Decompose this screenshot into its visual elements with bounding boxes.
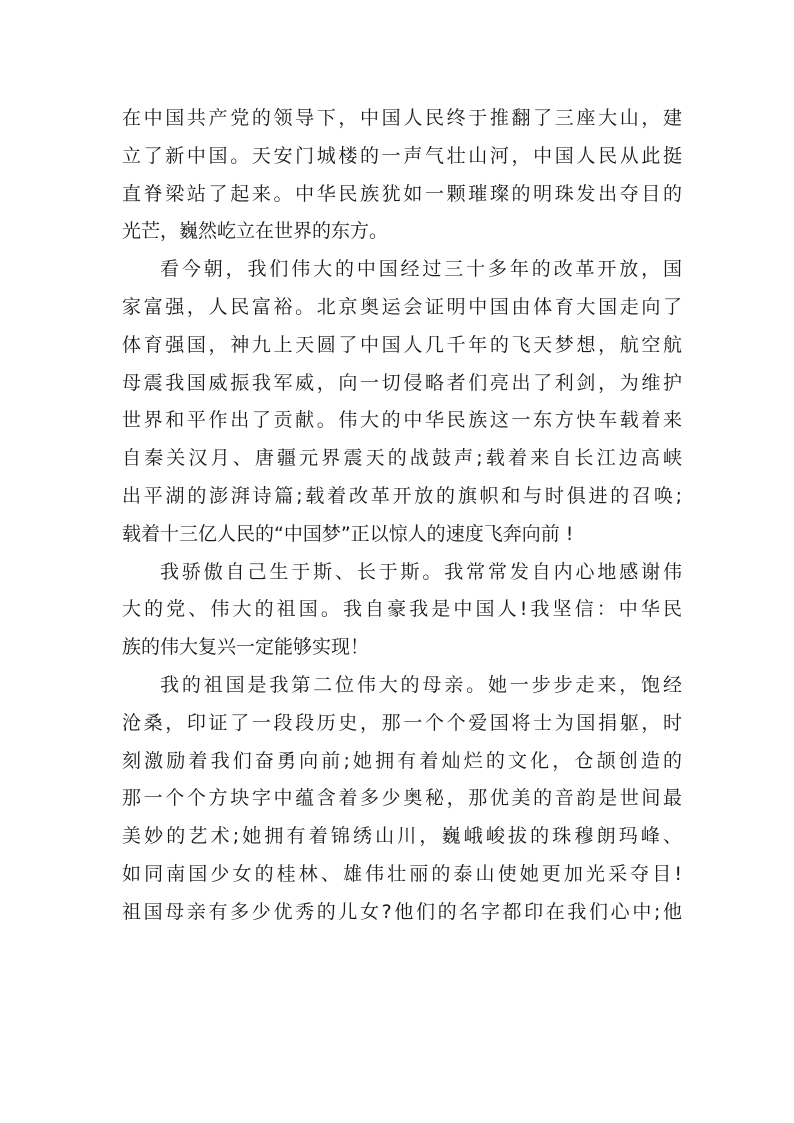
text-line: 美妙的艺术;她拥有着锦绣山川，巍峨峻拔的珠穆朗玛峰、 (122, 825, 682, 848)
text-line: 立了新中国。天安门城楼的一声气壮山河，中国人民从此挺 (122, 144, 682, 167)
text-line: 母震我国威振我军威，向一切侵略者们亮出了利剑，为维护 (122, 371, 682, 394)
text-line: 沧桑，印证了一段段历史，那一个个爱国将士为国捐躯，时 (122, 711, 682, 734)
text-line: 族的伟大复兴一定能够实现！ (122, 636, 370, 659)
text-line: 那一个个方块字中蕴含着多少奥秘，那优美的音韵是世间最 (122, 787, 682, 810)
text-line: 如同南国少女的桂林、雄伟壮丽的泰山使她更加光采夺目! (122, 862, 682, 885)
text-line: 自秦关汉月、唐疆元界震天的战鼓声;载着来自长江边高峡 (122, 447, 682, 470)
text-line: 体育强国，神九上天圆了中国人几千年的飞天梦想，航空航 (122, 333, 682, 356)
paragraph-first-line: 我的祖国是我第二位伟大的母亲。她一步步走来，饱经 (160, 673, 682, 696)
text-line: 刻激励着我们奋勇向前;她拥有着灿烂的文化，仓颉创造的 (122, 749, 682, 772)
text-line: 光芒，巍然屹立在世界的东方。 (122, 220, 389, 243)
text-line: 大的党、伟大的祖国。我自豪我是中国人!我坚信：中华民 (122, 598, 682, 621)
text-line: 祖国母亲有多少优秀的儿女?他们的名字都印在我们心中;他 (122, 900, 682, 923)
text-line: 载着十三亿人民的“中国梦”正以惊人的速度飞奔向前 ! (122, 522, 574, 545)
text-line: 世界和平作出了贡献。伟大的中华民族这一东方快车载着来 (122, 409, 682, 432)
text-line: 出平湖的澎湃诗篇;载着改革开放的旗帜和与时俱进的召唤; (122, 484, 682, 507)
paragraph-first-line: 我骄傲自己生于斯、长于斯。我常常发自内心地感谢伟 (160, 560, 682, 583)
text-line: 家富强，人民富裕。北京奥运会证明中国由体育大国走向了 (122, 295, 682, 318)
paragraph-first-line: 看今朝，我们伟大的中国经过三十多年的改革开放，国 (160, 258, 682, 281)
document-body (122, 100, 682, 932)
text-line: 在中国共产党的领导下，中国人民终于推翻了三座大山，建 (122, 107, 682, 129)
text-line: 直脊梁站了起来。中华民族犹如一颗璀璨的明珠发出夺目的 (122, 182, 682, 205)
